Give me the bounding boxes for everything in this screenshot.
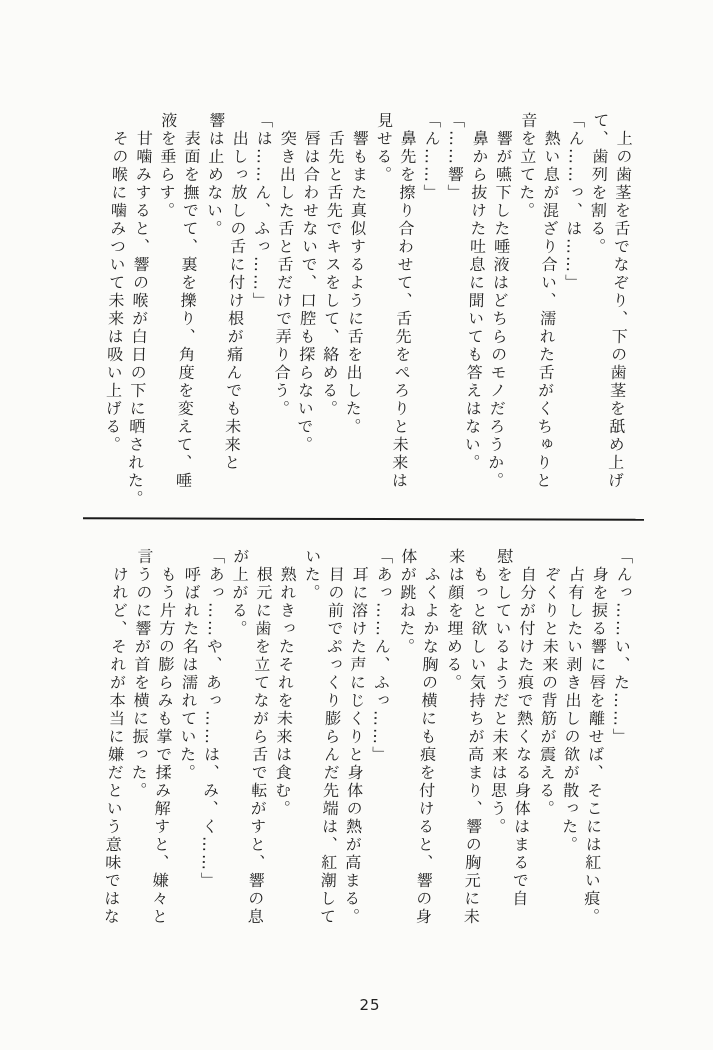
- text-section-top: [97, 112, 636, 514]
- text-line: 「あっ……や、あっ……は、み、く……」: [198, 548, 226, 890]
- text-line: 身を捩る響に唇を離せば、そこには紅い痕。: [581, 548, 610, 926]
- text-line: が上がる。: [228, 548, 250, 638]
- text-line: 言うのに響が首を横に振った。: [128, 548, 154, 800]
- text-line: 「は……ん、ふっ……」: [249, 112, 274, 310]
- section-divider-line: [83, 517, 644, 520]
- text-line: 舌先と舌先でキスをして、絡める。: [318, 112, 346, 418]
- text-line: 響は止めない。: [203, 112, 226, 238]
- text-section-bottom: [98, 548, 636, 940]
- text-line: 「ん……」: [420, 112, 442, 202]
- text-line: 甘噛みすると、響の喉が白日の下に晒された。: [124, 112, 154, 508]
- text-line: 表面を撫でて、裏を擽り、角度を変えて、唾: [173, 112, 202, 490]
- text-line: 「……響」: [444, 112, 466, 202]
- text-line: ぞくりと未来の背筋が震える。: [535, 548, 562, 818]
- text-line: 突き出した舌と舌だけで弄り合う。: [270, 112, 298, 418]
- text-line: 音を立てた。: [516, 112, 538, 220]
- text-line: 体が跳ねた。: [396, 548, 418, 656]
- text-line: 響が嚥下した唾液はどちらのモノだろうか。: [485, 112, 514, 490]
- text-line: て、歯列を割る。: [587, 112, 610, 256]
- text-line: 液を垂らす。: [156, 112, 178, 220]
- text-line: 耳に溶けた声にじくりと身体の熱が高まる。: [341, 548, 370, 926]
- text-line: ふくよかな胸の横にも痕を付けると、響の身: [413, 548, 442, 926]
- text-line: 唇は合わせないで、口腔も探らないで。: [294, 112, 322, 454]
- text-line: いた。: [301, 548, 322, 602]
- text-line: 見せる。: [373, 112, 394, 184]
- text-line: 占有したい剥き出しの欲が散った。: [558, 548, 586, 854]
- text-line: 鼻から抜けた吐息に聞いても答えはない。: [461, 112, 490, 472]
- text-line: けれど、それが本当に嫌だという意味ではな: [101, 548, 130, 926]
- text-line: 「んっ……い、た……」: [609, 548, 634, 746]
- text-line: 根元に歯を立てながら舌で転がすと、響の息: [245, 548, 274, 926]
- text-line: 慰をしているようだと未来は思う。: [487, 548, 514, 836]
- text-line: 自分が付けた痕で熱くなる身体はまるで自: [509, 548, 538, 908]
- text-line: 響もまた真似するように舌を出した。: [342, 112, 370, 436]
- page-number: 25: [359, 996, 381, 1014]
- text-line: 呼ばれた名は濡れていた。: [176, 548, 202, 782]
- text-line: 出しっ放しの舌に付け根が痛んでも未来と: [221, 112, 250, 472]
- text-line: 「ん……っ、は……」: [562, 112, 586, 292]
- text-line: その喉に噛みついて未来は吸い上げる。: [102, 112, 130, 454]
- text-line: 目の前でぷっくり膨らんだ先端は、紅潮して: [317, 548, 346, 926]
- text-line: 熱い息が混ざり合い、濡れた舌がくちゅりと: [533, 112, 562, 490]
- text-line: もう片方の膨らみも掌で揉み解すと、嫌々と: [149, 548, 178, 926]
- text-line: 熟れきったそれを未来は食む。: [271, 548, 298, 818]
- text-line: 上の歯茎を舌でなぞり、下の歯茎を舐め上げ: [605, 112, 634, 490]
- text-line: 「あっ……ん、ふっ……」: [369, 548, 394, 764]
- text-line: もっと欲しい気持ちが高まり、響の胸元に未: [461, 548, 490, 926]
- text-line: 来は顔を埋める。: [443, 548, 466, 692]
- text-line: 鼻先を擦り合わせて、舌先をぺろりと未来は: [389, 112, 418, 490]
